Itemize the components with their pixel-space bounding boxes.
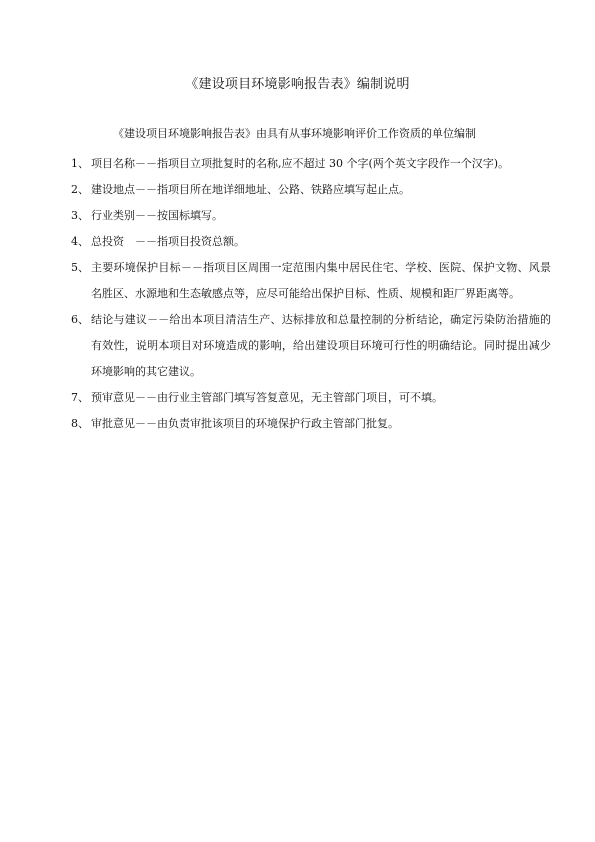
item-text: 预审意见－－由行业主管部门填写答复意见，无主管部门项目，可不填。 <box>91 391 443 404</box>
list-item <box>71 411 551 437</box>
list-item <box>71 385 551 411</box>
item-number: 6、 <box>71 313 89 326</box>
item-text: 总投资 －－指项目投资总额。 <box>91 235 245 248</box>
item-text: 项目名称－－指项目立项批复时的名称,应不超过 30 个字(两个英文字段作一个汉字)。 <box>91 157 510 170</box>
item-number: 7、 <box>71 391 89 404</box>
instruction-list <box>71 151 551 437</box>
intro-paragraph: 《建设项目环境影响报告表》由具有从事环境影响评价工作资质的单位编制 <box>113 127 476 140</box>
list-item <box>71 177 551 203</box>
item-text: 建设地点－－指项目所在地详细地址、公路、铁路应填写起止点。 <box>91 183 410 196</box>
item-text: 结论与建议－－给出本项目清洁生产、达标排放和总量控制的分析结论，确定污染防治措施的有效性，说明本项目对环境造成的影响，给出建设项目环境可行性的明确结论。同时提出减少环境影响的其它建议。 <box>91 313 551 378</box>
item-number: 8、 <box>71 417 89 430</box>
item-text: 行业类别－－按国标填写。 <box>91 209 223 222</box>
list-item <box>71 151 551 177</box>
list-item <box>71 255 551 307</box>
item-number: 3、 <box>71 209 89 222</box>
page-title: 《建设项目环境影响报告表》编制说明 <box>185 77 410 92</box>
item-text: 主要环境保护目标－－指项目区周围一定范围内集中居民住宅、学校、医院、保护文物、风景名胜区、水源地和生态敏感点等，应尽可能给出保护目标、性质、规模和距厂界距离等。 <box>91 261 551 300</box>
item-number: 4、 <box>71 235 89 248</box>
list-item <box>71 203 551 229</box>
list-item <box>71 229 551 255</box>
item-text: 审批意见－－由负责审批该项目的环境保护行政主管部门批复。 <box>91 417 399 430</box>
list-item <box>71 307 551 385</box>
item-number: 5、 <box>71 261 89 274</box>
item-number: 1、 <box>71 157 89 170</box>
item-number: 2、 <box>71 183 89 196</box>
